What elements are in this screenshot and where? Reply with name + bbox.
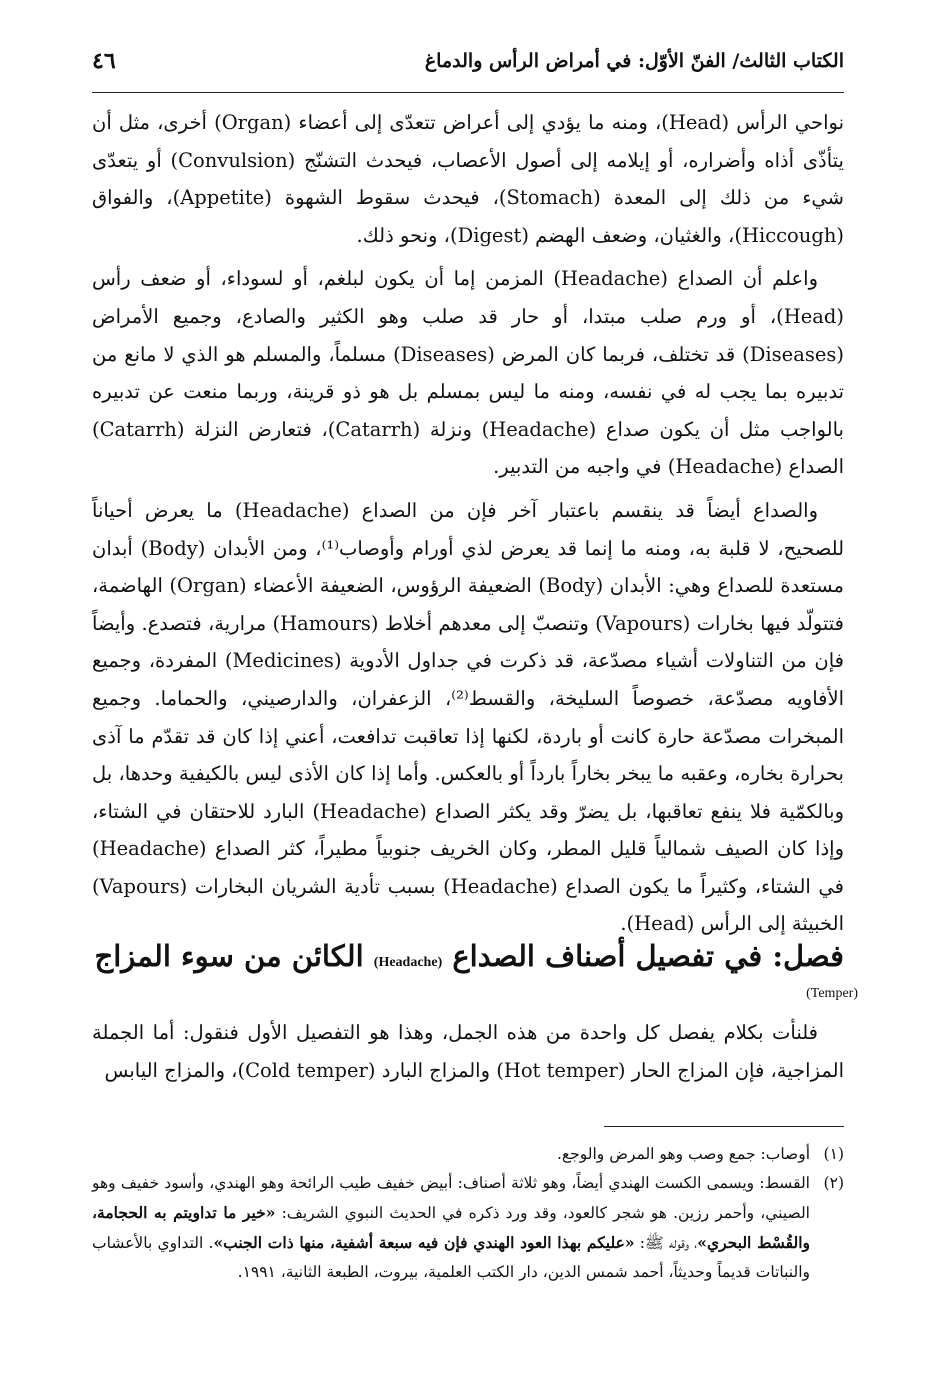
footnote-1 <box>92 1140 844 1169</box>
main-text <box>92 104 844 949</box>
footnotes <box>92 1140 844 1287</box>
footnote-text-part: ، وقوله ﷺ: <box>639 1234 698 1252</box>
running-head: الكتاب الثالث/ الفنّ الأوّل: في أمراض الرأس والدماغ <box>424 50 844 72</box>
text-after-heading <box>92 1014 844 1089</box>
footnote-rule <box>604 1126 844 1127</box>
footnote-text: أوصاب: جمع وصب وهو المرض والوجع. <box>556 1145 810 1163</box>
paragraph-3: والصداع أيضاً قد ينقسم باعتبار آخر فإن من الصداع (Headache) ما يعرض أحياناً للصحيح، لا قلبة به، ومنه ما إنما قد يعرض لذي أورام وأوصاب⁽¹⁾، ومن الأبدان (Body) أبدان مستعدة للصداع وهي: الأبدان (Body) الضعيفة الرؤوس، الضعيفة الأعضاء (Organ) الهاضمة، فتتولّد فيها بخارات (Vapours) وتنصبّ إلى معدهم أخلاط (Hamours) مرارية، فتصدع. وأيضاً فإن من التناولات أشياء مصدّعة، قد ذكرت في جداول الأدوية (Medicines) المفردة، وجميع الأفاويه مصدّعة، خصوصاً السليخة، والقسط⁽²⁾، الزعفران، والدارصيني، والحماما. وجميع المبخرات مصدّعة حارة كانت أو باردة، لكنها إذا تعاقبت تدافعت، أعني إذا كان قد تقدّم ما آذى بحرارة بخاره، وعقبه ما يبخر بخاراً بارداً أو بالعكس. وأما إذا كان الأذى ليس بالكيفية وحدها، بل وبالكمّية فلا ينفع تعاقبها، بل يضرّ وقد يكثر الصداع (Headache) البارد للاحتقان في الشتاء، وإذا كان الصيف شمالياً قليل المطر، وكان الخريف جنوبياً مطيراً، كثر الصداع (Headache) في الشتاء، وكثيراً ما يكون الصداع (Headache) بسبب تأدية الشريان البخارات (Vapours) الخبيثة إلى الرأس (Head). <box>92 498 845 936</box>
section-heading <box>92 934 844 985</box>
heading-text-before: فصل: في تفصيل أصناف الصداع <box>452 939 844 973</box>
footnote-number: (١) <box>823 1145 844 1163</box>
paragraph-2: واعلم أن الصداع (Headache) المزمن إما أن يكون لبلغم، أو لسوداء، أو ضعف رأس (Head)، أو ورم صلب مبتدا، أو حار قد صلب وهو الكثير والصادع، وجميع الأمراض (Diseases) قد تختلف، فربما كان المرض (Diseases) مسلماً، والمسلم هو الذي لا مانع من تدبيره بما يجب له في نفسه، ومنه ما ليس بمسلم بل هو ذو قرينة، وربما منعت عن تدبيره بالواجب مثل أن يكون صداع (Headache) ونزلة (Catarrh)، فتعارض النزلة (Catarrh) الصداع (Headache) في واجبه من التدبير. <box>92 267 844 479</box>
paragraph-4: فلنأت بكلام يفصل كل واحدة من هذه الجمل، وهذا هو التفصيل الأول فنقول: أما الجملة المزاجية، فإن المزاج الحار (Hot temper) والمزاج البارد (Cold temper)، والمزاج اليابس <box>92 1021 844 1082</box>
footnote-number: (٢) <box>823 1174 844 1192</box>
hadith-quote: «خير ما تداويتم به الحجامة، والقُسْط البحري» <box>92 1203 810 1252</box>
heading-latin-term: (Headache) <box>373 955 443 970</box>
hadith-quote: «عليكم بهذا العود الهندي فإن فيه سبعة أشفية، منها ذات الجنب» <box>213 1233 635 1252</box>
page-number: ٤٦ <box>92 48 116 74</box>
paragraph-1: نواحي الرأس (Head)، ومنه ما يؤدي إلى أعراض تتعدّى إلى أعضاء (Organ) أخرى، مثل أن يتأذّى أذاه وأضراره، أو إيلامه إلى أصول الأعصاب، فيحدث التشنّج (Convulsion) أو يتعدّى شيء من ذلك إلى المعدة (Stomach)، فيحدث سقوط الشهوة (Appetite)، والفواق (Hiccough)، والغثيان، وضعف الهضم (Digest)، ونحو ذلك. <box>92 111 845 247</box>
page-header <box>92 38 844 84</box>
heading-tail: (Temper) <box>806 986 858 1001</box>
footnote-2 <box>92 1169 844 1287</box>
footnote-text-part: . التداوي بالأعشاب والنباتات قديماً وحديثاً، أحمد شمس الدين، دار الكتب العلمية، بيروت، الطبعة الثانية، ١٩٩١. <box>92 1234 810 1281</box>
footnote-text <box>92 1169 810 1287</box>
heading-text-after: الكائن من سوء المزاج <box>94 939 364 973</box>
footnote-text-part: القسط: ويسمى الكست الهندي أيضاً، وهو ثلاثة أصناف: أبيض خفيف طيب الرائحة وهو الهندي، وأسود خفيف وهو الصيني، وأحمر رزين. هو شجر كالعود، وقد ورد ذكره في الحديث النبوي الشريف: <box>92 1174 810 1222</box>
header-rule <box>92 92 844 93</box>
